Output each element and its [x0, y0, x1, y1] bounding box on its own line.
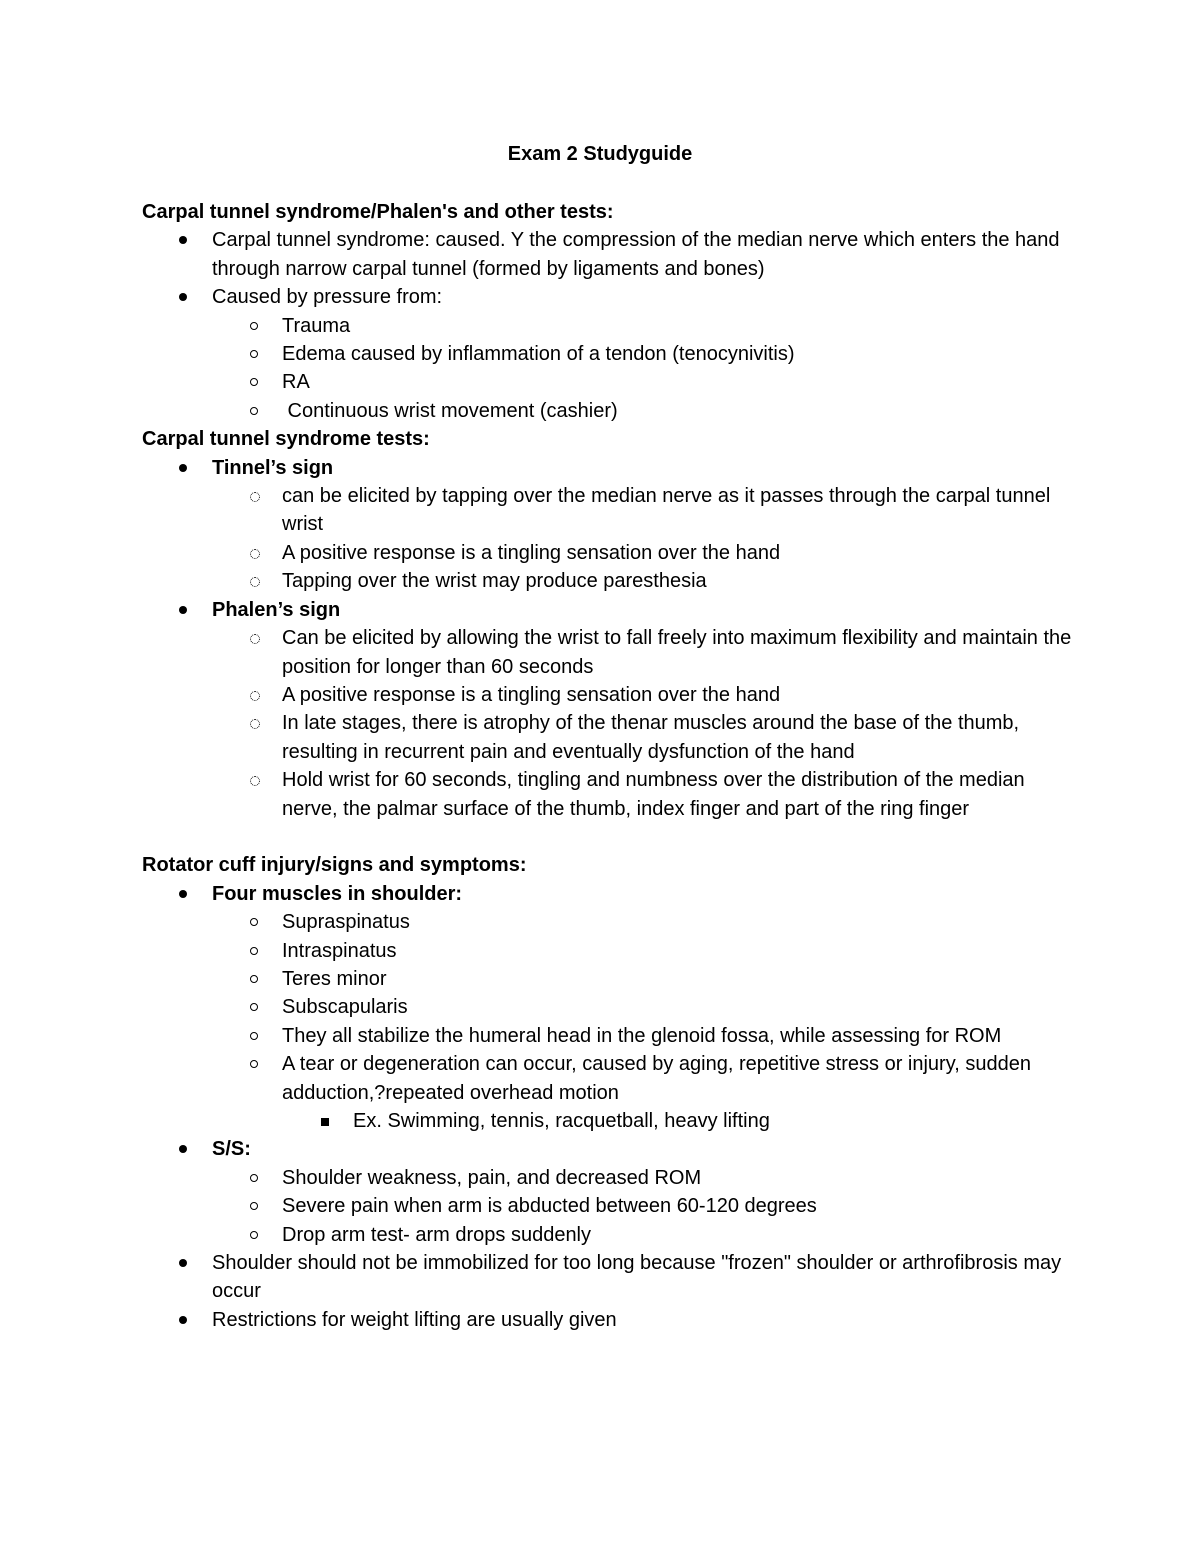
- hollow-bullet-icon: [250, 975, 258, 983]
- list-item: Four muscles in shoulder:: [142, 880, 1072, 908]
- bullet-icon: [179, 293, 187, 301]
- bullet-icon: [179, 464, 187, 472]
- list-item: They all stabilize the humeral head in the glenoid fossa, while assessing for ROM: [142, 1022, 1072, 1050]
- list-item: Caused by pressure from:: [142, 283, 1072, 311]
- list-item: RA: [142, 368, 1072, 396]
- list-item: Tapping over the wrist may produce paresthesia: [142, 567, 1072, 595]
- list-item: Subscapularis: [142, 993, 1072, 1021]
- hollow-bullet-icon: [250, 1231, 258, 1239]
- section-heading-rotator-cuff: Rotator cuff injury/signs and symptoms:: [142, 854, 527, 877]
- bullet-list: [142, 454, 1072, 823]
- dotted-bullet-icon: [250, 691, 260, 701]
- list-item: Shoulder weakness, pain, and decreased ROM: [142, 1164, 1072, 1192]
- hollow-bullet-icon: [250, 1174, 258, 1182]
- list-item: Tinnel’s sign: [142, 454, 1072, 482]
- list-item: can be elicited by tapping over the median nerve as it passes through the carpal tunnel wrist: [142, 482, 1072, 539]
- list-item: Drop arm test- arm drops suddenly: [142, 1221, 1072, 1249]
- list-item: Restrictions for weight lifting are usually given: [142, 1306, 1072, 1334]
- dotted-bullet-icon: [250, 577, 260, 587]
- hollow-bullet-icon: [250, 1060, 258, 1068]
- list-item: Hold wrist for 60 seconds, tingling and numbness over the distribution of the median nerve, the palmar surface of the thumb, index finger and part of the ring finger: [142, 766, 1072, 823]
- bullet-icon: [179, 1316, 187, 1324]
- bullet-icon: [179, 1259, 187, 1267]
- list-item: Carpal tunnel syndrome: caused. Y the compression of the median nerve which enters the hand through narrow carpal tunnel (formed by ligaments and bones): [142, 226, 1072, 283]
- bullet-icon: [179, 606, 187, 614]
- hollow-bullet-icon: [250, 322, 258, 330]
- list-item: Continuous wrist movement (cashier): [142, 397, 1072, 425]
- list-item: Supraspinatus: [142, 908, 1072, 936]
- bullet-icon: [179, 1145, 187, 1153]
- dotted-bullet-icon: [250, 634, 260, 644]
- list-item: Ex. Swimming, tennis, racquetball, heavy lifting: [142, 1107, 1072, 1135]
- list-item: Edema caused by inflammation of a tendon (tenocynivitis): [142, 340, 1072, 368]
- list-item: Severe pain when arm is abducted between 60-120 degrees: [142, 1192, 1072, 1220]
- dotted-bullet-icon: [250, 719, 260, 729]
- list-item: Trauma: [142, 312, 1072, 340]
- bullet-icon: [179, 890, 187, 898]
- section-heading-carpal-tunnel: Carpal tunnel syndrome/Phalen's and other tests:: [142, 201, 614, 223]
- square-bullet-icon: [321, 1118, 329, 1126]
- bullet-list: [142, 226, 1072, 425]
- hollow-bullet-icon: [250, 918, 258, 926]
- hollow-bullet-icon: [250, 378, 258, 386]
- list-item: Intraspinatus: [142, 937, 1072, 965]
- hollow-bullet-icon: [250, 1202, 258, 1210]
- list-item: In late stages, there is atrophy of the thenar muscles around the base of the thumb, resulting in recurrent pain and eventually dysfunction of the hand: [142, 709, 1072, 766]
- spacer: [142, 823, 1072, 851]
- list-item: Phalen’s sign: [142, 596, 1072, 624]
- list-item: A tear or degeneration can occur, caused by aging, repetitive stress or injury, sudden adduction,?repeated overhead motion: [142, 1050, 1072, 1107]
- list-item: Teres minor: [142, 965, 1072, 993]
- list-item: Can be elicited by allowing the wrist to fall freely into maximum flexibility and maintain the position for longer than 60 seconds: [142, 624, 1072, 681]
- hollow-bullet-icon: [250, 407, 258, 415]
- list-item: A positive response is a tingling sensation over the hand: [142, 681, 1072, 709]
- list-item: S/S:: [142, 1135, 1072, 1163]
- list-item: A positive response is a tingling sensation over the hand: [142, 539, 1072, 567]
- section-heading-tests: Carpal tunnel syndrome tests:: [142, 428, 430, 451]
- document-body: [142, 198, 1072, 1334]
- bullet-list: [142, 880, 1072, 1335]
- dotted-bullet-icon: [250, 549, 260, 559]
- hollow-bullet-icon: [250, 1003, 258, 1011]
- bullet-icon: [179, 236, 187, 244]
- hollow-bullet-icon: [250, 947, 258, 955]
- hollow-bullet-icon: [250, 350, 258, 358]
- list-item: Shoulder should not be immobilized for too long because "frozen" shoulder or arthrofibrosis may occur: [142, 1249, 1072, 1306]
- dotted-bullet-icon: [250, 492, 260, 502]
- dotted-bullet-icon: [250, 776, 260, 786]
- document-title: Exam 2 Studyguide: [507, 143, 693, 165]
- hollow-bullet-icon: [250, 1032, 258, 1040]
